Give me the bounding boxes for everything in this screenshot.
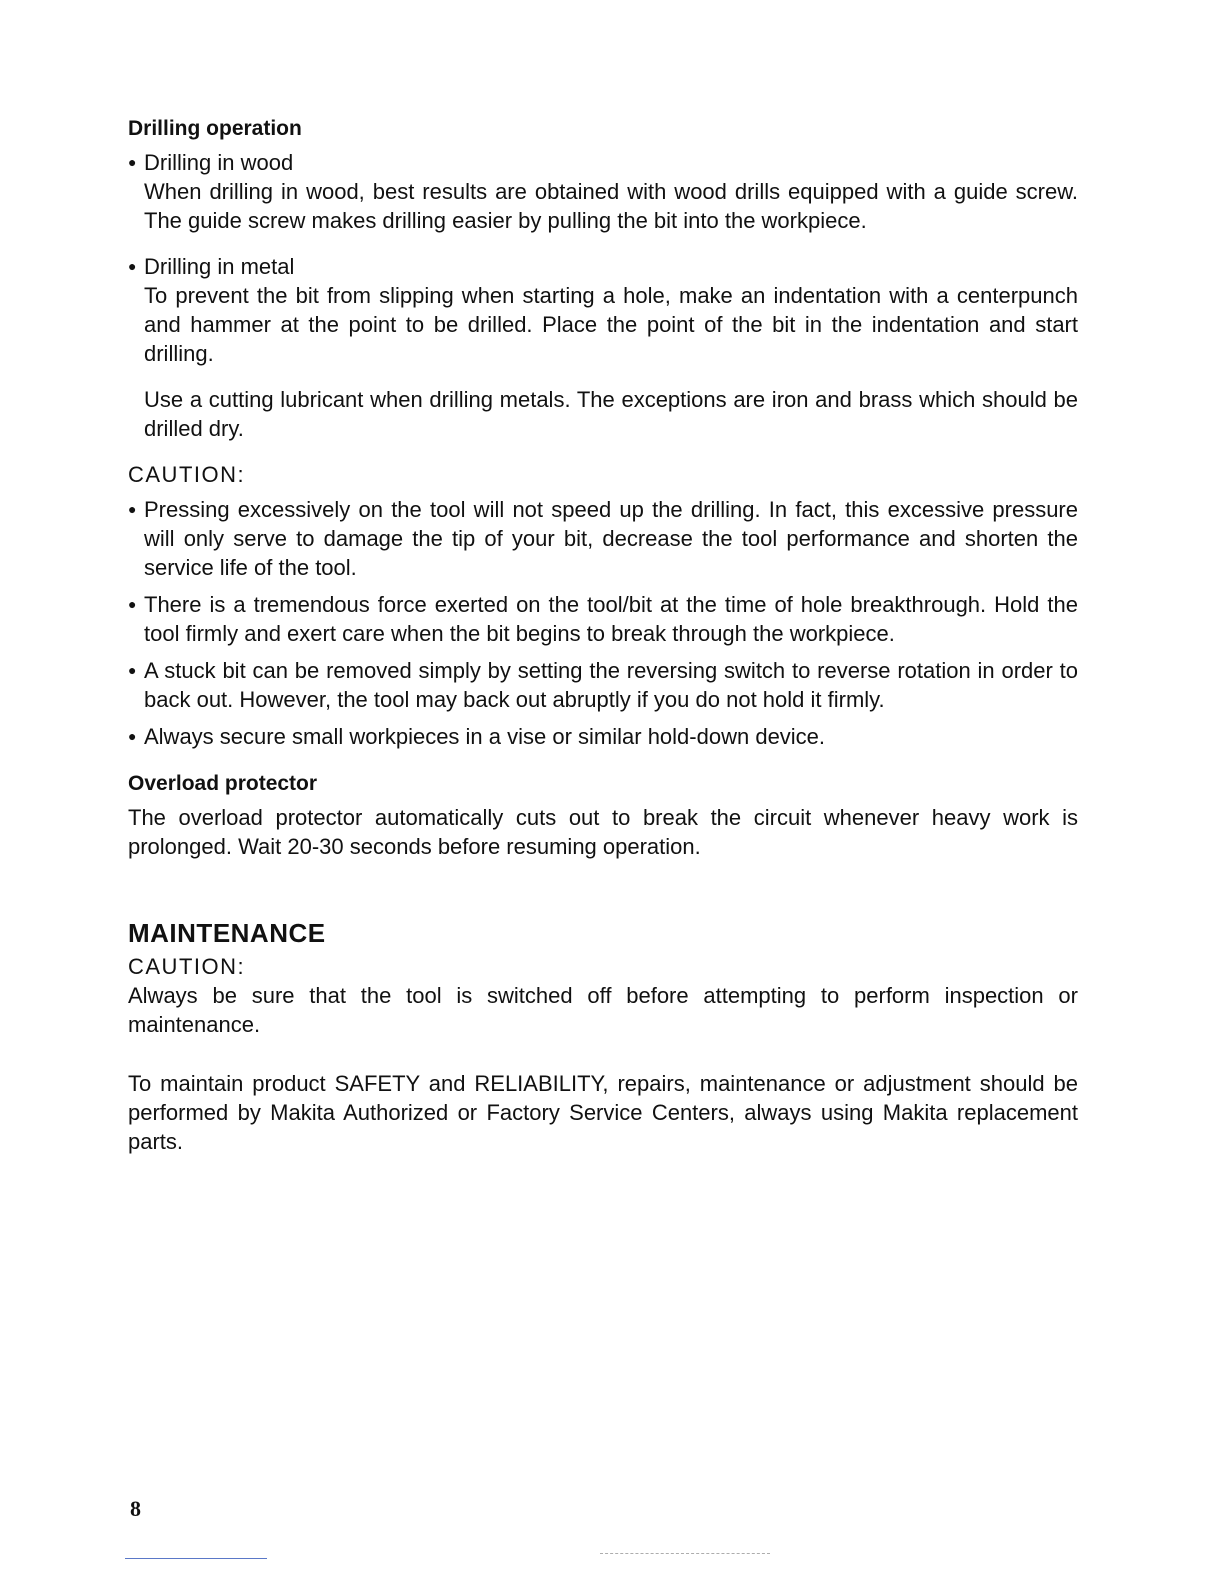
drilling-in-wood-label: Drilling in wood — [144, 150, 294, 175]
bullet-dot-icon: ● — [128, 258, 137, 274]
cutting-lubricant-text: Use a cutting lubricant when drilling metals. The exceptions are iron and brass which should be drilled dry. — [144, 387, 1078, 441]
manual-page-content — [128, 114, 1078, 1156]
drilling-in-metal-section — [128, 252, 1078, 443]
page-number: 8 — [130, 1496, 141, 1521]
bullet-dot-icon: ● — [128, 662, 137, 678]
caution-item — [128, 722, 1078, 751]
overload-protector-heading: Overload protector — [128, 772, 318, 795]
caution-item-text: Always secure small workpieces in a vise or similar hold-down device. — [144, 724, 826, 749]
caution-item — [128, 656, 1078, 714]
drilling-in-wood-section — [128, 148, 1078, 235]
drilling-in-metal-label: Drilling in metal — [144, 254, 295, 279]
drilling-in-metal-text: To prevent the bit from slipping when starting a hole, make an indentation with a centerpunch and hammer at the point to be drilled. Place the point of the bit in the indentation and start drilling. — [144, 283, 1078, 366]
caution-item — [128, 590, 1078, 648]
caution-item — [128, 495, 1078, 582]
bullet-dot-icon: ● — [128, 501, 137, 517]
maintenance-text: To maintain product SAFETY and RELIABILITY, repairs, maintenance or adjustment should be performed by Makita Authorized or Factory Service Centers, always using Makita replacement parts. — [128, 1071, 1078, 1154]
caution-item-text: A stuck bit can be removed simply by setting the reversing switch to reverse rotation in order to back out. However, the tool may back out abruptly if you do not hold it firmly. — [144, 658, 1078, 712]
maintenance-caution-label: CAUTION: — [128, 954, 246, 979]
drilling-caution-list — [128, 495, 1078, 751]
caution-item-text: Pressing excessively on the tool will not speed up the drilling. In fact, this excessive pressure will only serve to damage the tip of your bit, decrease the tool performance and shorten the service life of the tool. — [144, 497, 1078, 580]
scan-artifact-line — [125, 1558, 267, 1559]
maintenance-heading: MAINTENANCE — [128, 918, 326, 948]
scan-artifact-mark — [600, 1547, 770, 1554]
caution-item-text: There is a tremendous force exerted on the tool/bit at the time of hole breakthrough. Hold the tool firmly and exert care when the bit begins to break through the workpiece. — [144, 592, 1078, 646]
maintenance-caution-text: Always be sure that the tool is switched off before attempting to perform inspection or maintenance. — [128, 983, 1078, 1037]
bullet-dot-icon: ● — [128, 154, 137, 170]
drilling-in-metal-bullet — [128, 252, 1078, 281]
drilling-in-wood-text: When drilling in wood, best results are obtained with wood drills equipped with a guide screw. The guide screw makes drilling easier by pulling the bit into the workpiece. — [144, 179, 1078, 233]
overload-protector-text: The overload protector automatically cuts out to break the circuit whenever heavy work is prolonged. Wait 20-30 seconds before resuming operation. — [128, 805, 1078, 859]
bullet-dot-icon: ● — [128, 728, 137, 744]
drilling-operation-heading: Drilling operation — [128, 117, 302, 140]
drilling-caution-label: CAUTION: — [128, 462, 246, 487]
bullet-dot-icon: ● — [128, 596, 137, 612]
drilling-in-wood-bullet — [128, 148, 1078, 177]
